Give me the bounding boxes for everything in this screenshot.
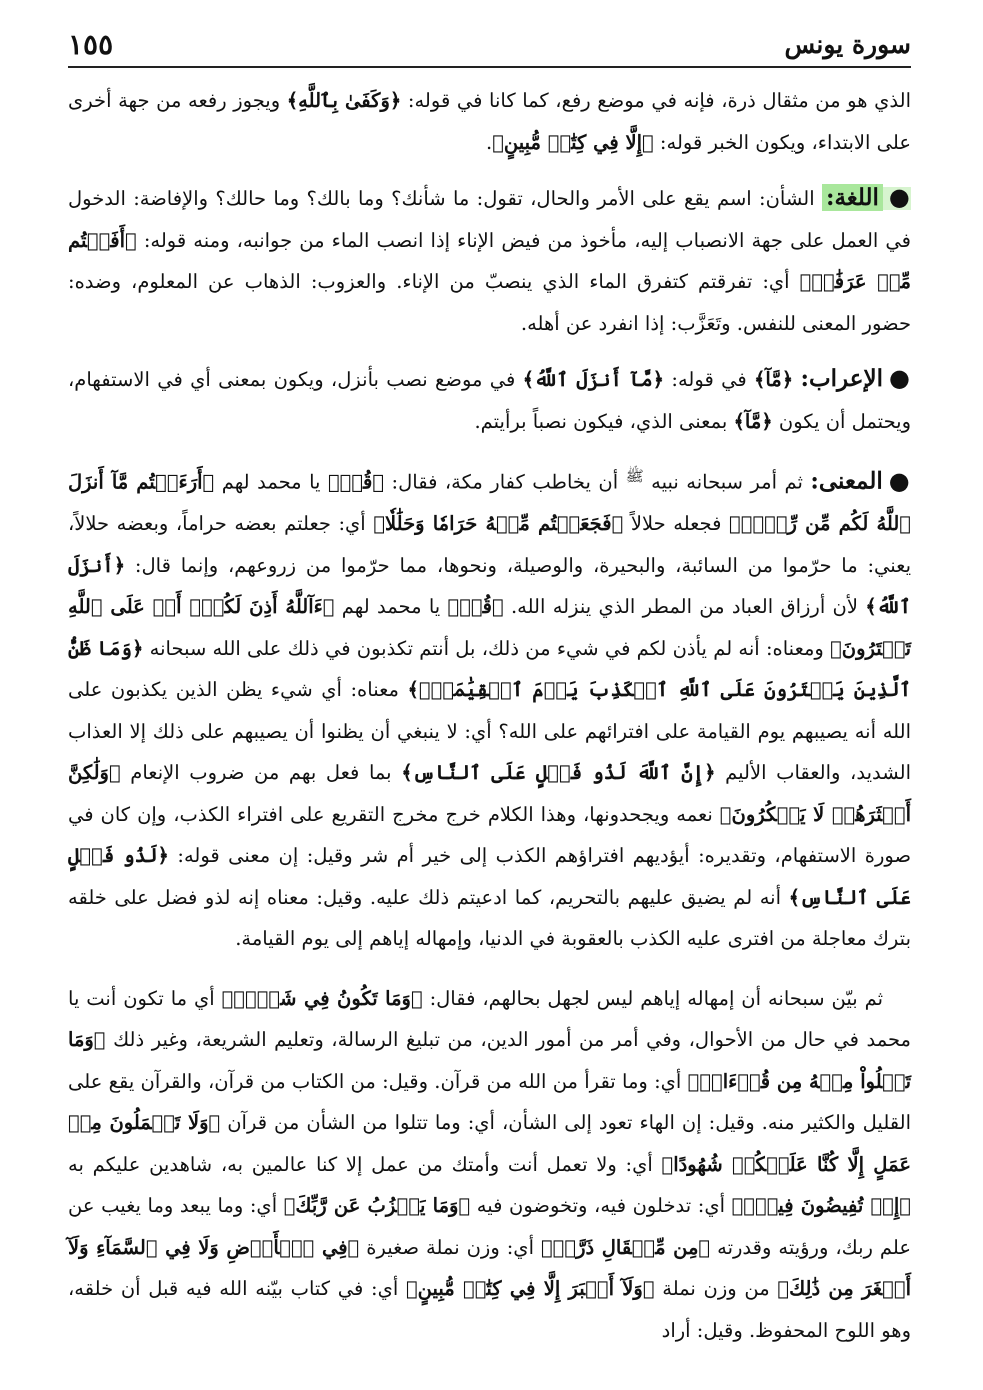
body-text: أي: تفرقتم كتفرق الماء الذي ينصبّ من الإناء. والعزوب: الذهاب عن المعلوم، وضده: حضور المعنى للنفس. وتَعَزَّب: إذا انفرد عن أهله. bbox=[68, 270, 911, 335]
body-text: بما فعل بهم من ضروب الإنعام bbox=[120, 761, 402, 784]
body-text: ثم أمر سبحانه نبيه bbox=[643, 470, 811, 494]
quran-quote: ﴿أَرَءَيۡتُم مَّآ أَنزَلَ ٱللَّهُ لَكُم مِّن رِّزۡقٖ﴾ bbox=[68, 470, 911, 535]
body-text bbox=[793, 368, 800, 391]
body-text: أي: وزن نملة صغيرة bbox=[359, 1235, 541, 1259]
body-text: أي: تدخلون فيه، وتخوضون فيه bbox=[470, 1194, 732, 1217]
body-text: أي: وما يبعد وما يغيب عن علم ربك، ورؤيته وقدرته bbox=[68, 1194, 911, 1259]
salawat-glyph: ﷺ bbox=[625, 467, 644, 485]
quran-quote: ﴿مَّآ﴾ bbox=[753, 368, 794, 391]
quran-quote: ﴿لَذُو فَضۡلٍ عَلَى ٱلنَّاسِ﴾ bbox=[68, 844, 911, 909]
body-text: الذي هو من مثقال ذرة، فإنه في موضع رفع، كما كانا في قوله: bbox=[401, 89, 911, 112]
section-mana bbox=[68, 456, 911, 960]
body-text: يا محمد لهم bbox=[214, 470, 328, 494]
body-text: نعمه ويجحدونها، وهذا الكلام خرج مخرج التقريع على افتراء الكذب، وإن كان في صورة الاستفهام، وتقديره: أيؤديهم افتراؤهم الكذب إلى خير أم شر وقيل: إن معنى قوله: bbox=[68, 802, 911, 867]
section-lugha bbox=[68, 177, 911, 344]
quran-quote: ﴿وَمَا يَعۡزُبُ عَن رَّبِّكَ﴾ bbox=[283, 1194, 471, 1217]
quran-quote: ﴿وَمَا ظَنُّ ٱلَّذِينَ يَفۡتَرُونَ عَلَى ٱللَّهِ ٱلۡكَذِبَ يَوۡمَ ٱلۡقِيَٰمَةِۚ﴾ bbox=[68, 636, 911, 701]
quran-quote: ﴿ءَآللَّهُ أَذِنَ لَكُمۡۖ أَمۡ عَلَى ٱللَّهِ تَفۡتَرُونَ﴾ bbox=[68, 595, 912, 660]
body-text: معناه: أي شيء يظن الذين يكذبون على الله أنه يصيبهم يوم القيامة على افترائهم على الله؟ أي: لا ينبغي أن يظنوا أن يصيبهم على ذلك إلا العذاب الشديد، والعقاب الأليم bbox=[68, 678, 911, 784]
body-text: أي: وما تقرأ من الله من قرآن. وقيل: من الكتاب من قرآن، والقرآن يقع على القليل والكثير منه. وقيل: إن الهاء تعود إلى الشأن، أي: وما تتلوا من الشأن من قرآن bbox=[68, 1069, 911, 1134]
section-heading-mana: المعنى: bbox=[810, 467, 883, 495]
body-text: ومعناه: أنه لم يأذن لكم في شيء من ذلك، بل أنتم تكذبون في ذلك على الله سبحانه bbox=[143, 636, 831, 660]
surah-title: سورة يونس bbox=[784, 29, 911, 59]
page-body bbox=[68, 80, 911, 1351]
body-text: في موضع نصب بأنزل، ويكون بمعنى أي في الاستفهام، ويحتمل أن يكون bbox=[68, 368, 911, 433]
quran-quote: ﴿قُلۡ﴾ bbox=[327, 470, 385, 494]
body-text: لأن أرزاق العباد من المطر الذي ينزله الله. bbox=[503, 595, 866, 618]
quran-quote: ﴿وَلَٰكِنَّ أَكۡثَرَهُمۡ لَا يَشۡكُرُونَ﴾ bbox=[68, 761, 911, 826]
body-text: ويجوز رفعه من جهة أخرى على الابتداء، ويكون الخبر قوله: bbox=[68, 89, 911, 154]
body-text: الشأن: اسم يقع على الأمر والحال، تقول: ما شأنك؟ وما بالك؟ وما حالك؟ والإفاضة: الدخول في العمل على جهة الانصباب إليه، مأخوذ من فيض الإناء إذا انصب الماء من جوانبه، ومنه قوله: bbox=[68, 187, 911, 252]
quran-quote: ﴿وَمَا تَتۡلُواْ مِنۡهُ مِن قُرۡءَانٖ﴾ bbox=[68, 1028, 912, 1093]
body-text: من وزن نملة bbox=[654, 1277, 778, 1300]
section-irab bbox=[68, 358, 911, 442]
page-number: ١٥٥ bbox=[68, 27, 114, 61]
bullet-icon: ● bbox=[888, 466, 911, 495]
quran-quote: ﴿مِن مِّثۡقَالِ ذَرَّةٖ﴾ bbox=[540, 1235, 711, 1259]
body-text: . bbox=[486, 130, 493, 154]
quran-quote: ﴿فَجَعَلۡتُم مِّنۡهُ حَرَامٗا وَحَلَٰلٗا﴾ bbox=[373, 512, 624, 535]
section-lugha-highlight bbox=[822, 183, 911, 211]
body-text: في قوله: bbox=[664, 368, 754, 391]
body-text: ثم بيّن سبحانه أن إمهاله إياهم ليس لجهل بحالهم، فقال: bbox=[422, 986, 883, 1010]
bullet-icon: ● bbox=[888, 183, 911, 211]
quran-quote: ﴿وَمَا تَكُونُ فِي شَأۡنٖ﴾ bbox=[221, 986, 423, 1010]
quran-quote: ﴿إِلَّا فِي كِتَٰبٖ مُّبِينٍ﴾ bbox=[492, 130, 654, 154]
body-text: أي ما تكون أنت يا محمد في حال من الأحوال، وفي أمر من أمور الدين، من تبليغ الرسالة، وتعليم الشريعة، وغير ذلك bbox=[68, 986, 911, 1051]
page-header bbox=[68, 22, 911, 68]
body-text: أنه لم يضيق عليهم بالتحريم، كما ادعيتم ذلك عليه. وقيل: معناه إنه لذو فضل على خلقه بترك معاجلة من افترى عليه الكذب بالعقوبة في الدنيا، وإمهاله إياهم إلى يوم القيامة. bbox=[68, 885, 911, 950]
quran-quote: ﴿أَنزَلَ ٱللَّهُ﴾ bbox=[68, 553, 911, 618]
quran-quote: ﴿إِذۡ تُفِيضُونَ فِيهِۚ﴾ bbox=[731, 1194, 911, 1217]
paragraph-continuation bbox=[68, 80, 911, 163]
body-text: أي: جعلتم بعضه حراماً، وبعضه حلالاً، يعني: ما حرّموا من السائبة، والبحيرة، والوصيلة، ونحوها، مما حرّموا من زروعهم، وإنما قال: bbox=[68, 512, 911, 577]
body-text: أي: في كتاب بيّنه الله فيه قبل أن خلقه، وهو اللوح المحفوظ. وقيل: أراد bbox=[68, 1277, 911, 1342]
bullet-icon: ● bbox=[888, 364, 912, 392]
body-text: فجعله حلالاً bbox=[623, 512, 730, 535]
paragraph-explanation bbox=[68, 978, 911, 1352]
quran-quote: ﴿فِي ٱلۡأَرۡضِ وَلَا فِي ٱلسَّمَآءِ وَلَآ أَصۡغَرَ مِن ذَٰلِكَ﴾ bbox=[68, 1235, 911, 1300]
quran-quote: ﴿أَفَضۡتُم مِّنۡ عَرَفَٰتٖ﴾ bbox=[68, 228, 911, 293]
body-text: بمعنى الذي، فيكون نصباً برأيتم. bbox=[474, 409, 734, 433]
section-heading-lugha: اللغة: bbox=[822, 184, 883, 211]
section-heading-irab: الإعراب: bbox=[800, 365, 883, 392]
quran-quote: ﴿مَّآ أَنزَلَ ٱللَّهُ﴾ bbox=[522, 368, 665, 391]
quran-quote: ﴿وَلَآ أَكۡبَرَ إِلَّا فِي كِتَٰبٖ مُّبِينٍ﴾ bbox=[405, 1277, 655, 1300]
body-text: أن يخاطب كفار مكة، فقال: bbox=[384, 470, 626, 494]
quran-quote: ﴿مَّآ﴾ bbox=[733, 409, 773, 433]
quran-quote: ﴿وَلَا تَعۡمَلُونَ مِنۡ عَمَلٍ إِلَّا كُنَّا عَلَيۡكُمۡ شُهُودًا﴾ bbox=[68, 1111, 911, 1176]
body-text: أي: ولا تعمل أنت وأمتك من عمل إلا كنا عالمين به، شاهدين عليكم به bbox=[68, 1152, 662, 1176]
quran-quote: ﴿وَكَفَىٰ بِٱللَّهِ﴾ bbox=[286, 89, 402, 112]
body-text: يا محمد لهم bbox=[334, 595, 448, 618]
quran-quote: ﴿قُلۡ﴾ bbox=[447, 595, 504, 618]
quran-quote: ﴿إِنَّ ٱللَّهَ لَذُو فَضۡلٍ عَلَى ٱلنَّاسِ﴾ bbox=[401, 761, 716, 784]
